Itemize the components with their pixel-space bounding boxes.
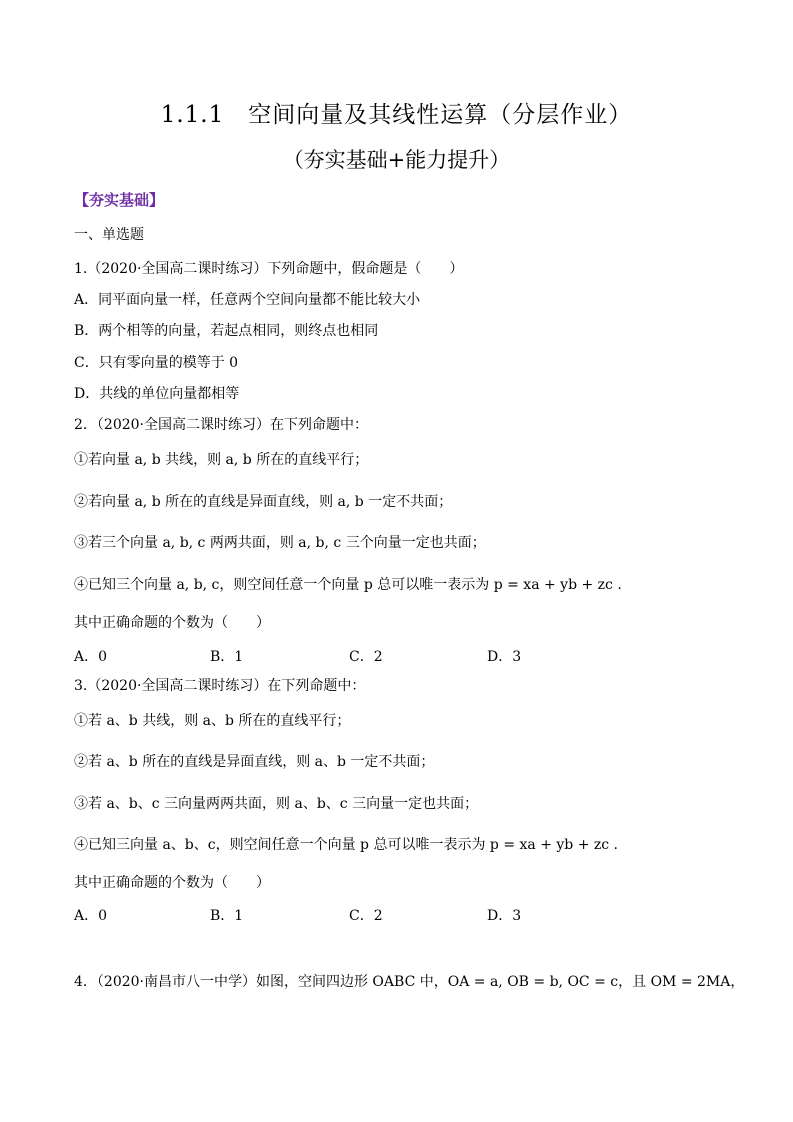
q3-option-d: D．3 [487, 908, 522, 924]
page-subtitle: （夯实基础+能力提升） [282, 148, 511, 172]
q3-statement-1: ①若 a、b 共线，则 a、b 所在的直线平行； [74, 713, 351, 729]
page-title: 1.1.1 空间向量及其线性运算（分层作业） [160, 102, 633, 128]
q2-ask: 其中正确命题的个数为（ ） [74, 615, 270, 631]
q2-option-a: A．0 [74, 649, 108, 665]
q2-statement-3: ③若三个向量 a, b, c 两两共面，则 a, b, c 三个向量一定也共面； [74, 535, 486, 551]
q2-option-c: C．2 [349, 649, 383, 665]
q3-option-b: B．1 [210, 908, 244, 924]
q3-statement-3: ③若 a、b、c 三向量两两共面，则 a、b、c 三向量一定也共面； [74, 796, 479, 812]
part-heading: 一、单选题 [74, 227, 144, 243]
q3-ask: 其中正确命题的个数为（ ） [74, 875, 270, 891]
q2-statement-2: ②若向量 a, b 所在的直线是异面直线，则 a, b 一定不共面； [74, 494, 453, 510]
q3-stem: 3.（2020·全国高二课时练习）在下列命题中： [74, 678, 366, 694]
q2-option-d: D．3 [487, 649, 522, 665]
q1-option-d: D．共线的单位向量都相等 [74, 386, 240, 402]
q4-stem: 4．（2020·南昌市八一中学）如图，空间四边形 OABC 中，OA = a, OB = b, OC = c，且 OM = 2MA， [74, 974, 745, 990]
q1-option-c: C．只有零向量的模等于 0 [74, 355, 239, 371]
q1-option-b: B．两个相等的向量，若起点相同，则终点也相同 [74, 323, 379, 339]
q1-stem: 1.（2020·全国高二课时练习）下列命题中，假命题是（ ） [74, 261, 464, 277]
section-tag: 【夯实基础】 [74, 191, 165, 209]
q3-option-a: A．0 [74, 908, 108, 924]
q2-statement-1: ①若向量 a, b 共线，则 a, b 所在的直线平行； [74, 452, 369, 468]
q1-option-a: A．同平面向量一样，任意两个空间向量都不能比较大小 [74, 292, 421, 308]
q2-stem: 2．（2020·全国高二课时练习）在下列命题中： [74, 417, 368, 433]
q3-statement-2: ②若 a、b 所在的直线是异面直线，则 a、b 一定不共面； [74, 754, 435, 770]
q2-option-b: B．1 [210, 649, 244, 665]
q3-statement-4: ④已知三向量 a、b、c，则空间任意一个向量 p 总可以唯一表示为 p = xa + yb + zc . [74, 837, 618, 853]
q3-option-c: C．2 [349, 908, 383, 924]
q2-statement-4: ④已知三个向量 a, b, c，则空间任意一个向量 p 总可以唯一表示为 p = xa + yb + zc . [74, 577, 622, 593]
